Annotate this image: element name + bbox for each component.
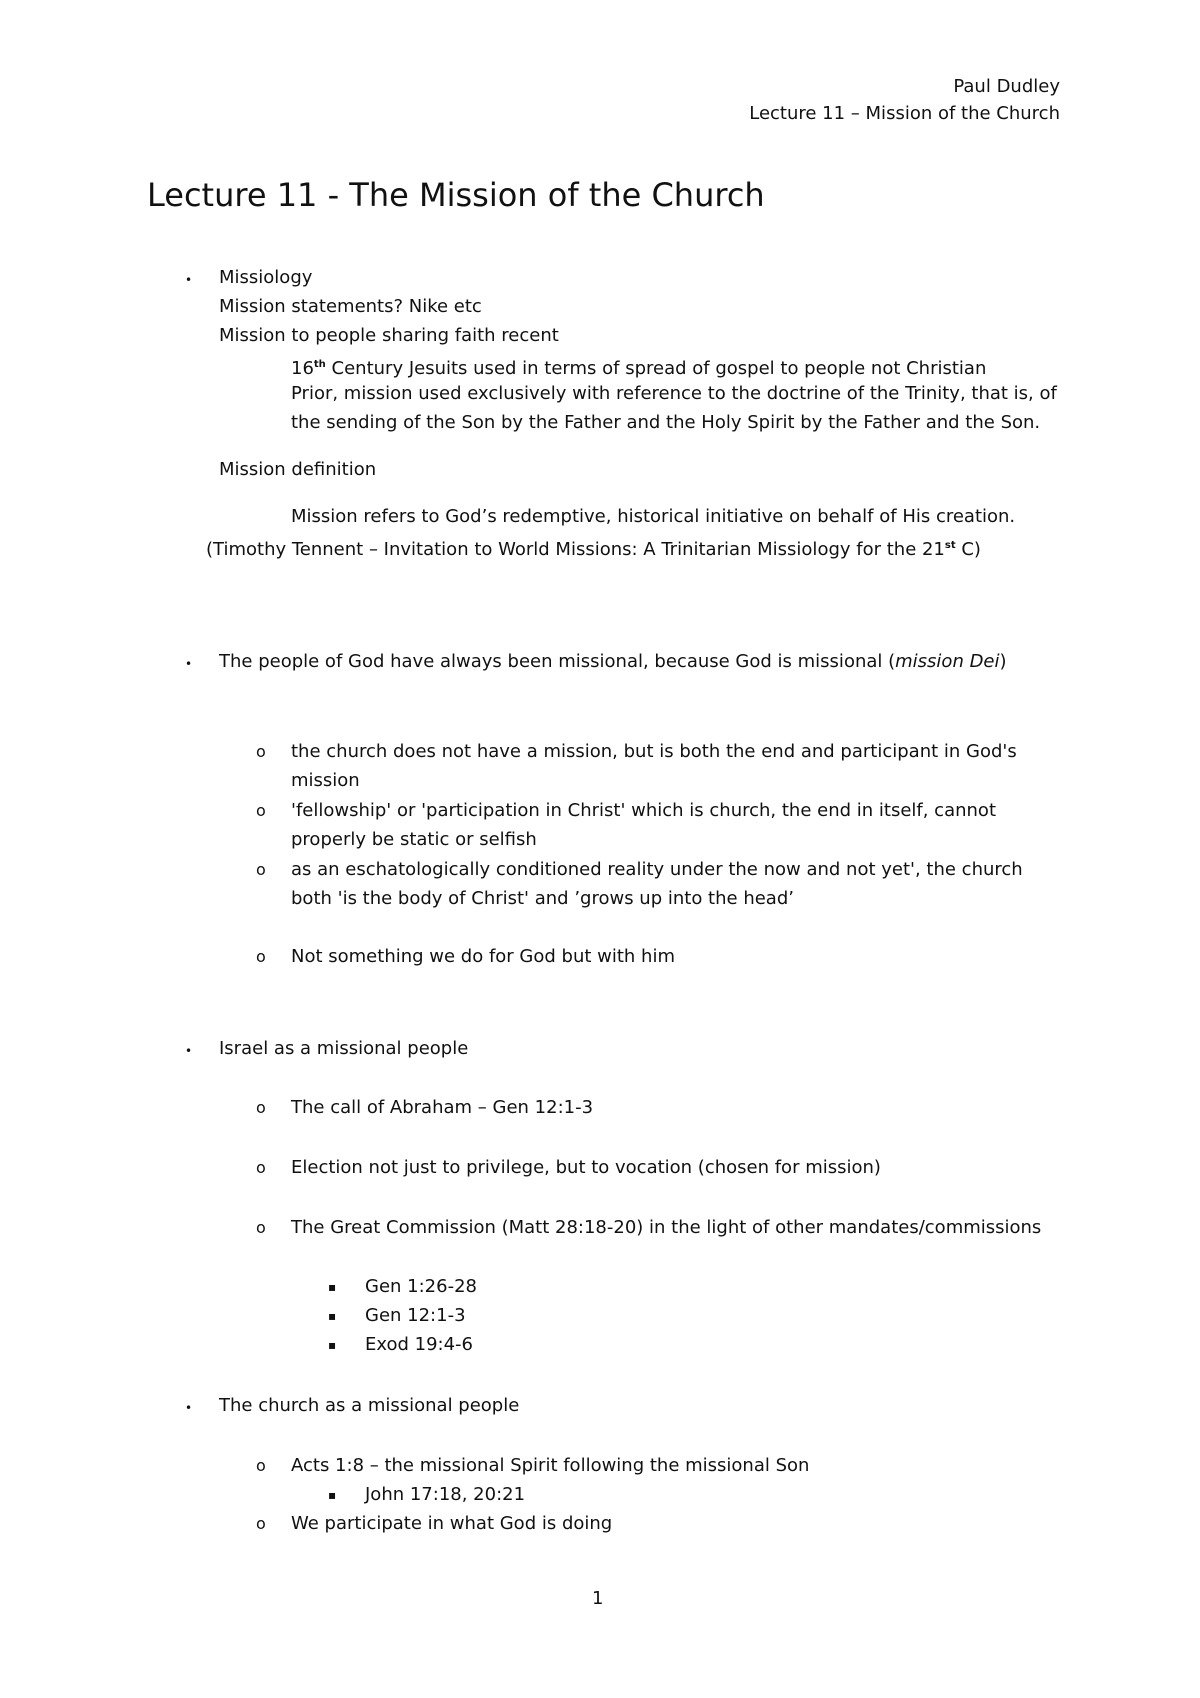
church-heading: The church as a missional people (219, 1395, 520, 1416)
definition-citation: (Timothy Tennent – Invitation to World Missions: A Trinitarian Missiology for the 21st C) (206, 539, 981, 560)
bullet-icon: • (185, 1044, 193, 1058)
scripture-ref: John 17:18, 20:21 (365, 1484, 526, 1505)
church-item: We participate in what God is doing (291, 1513, 613, 1534)
jesuits-line: 16th Century Jesuits used in terms of spread of gospel to people not Christian (291, 358, 987, 379)
missional-item: as an eschatologically conditioned reality under the now and not yet', the church (291, 859, 1023, 880)
trinity-line-1: Prior, mission used exclusively with reference to the doctrine of the Trinity, that is, of (291, 383, 1057, 404)
israel-item: The call of Abraham – Gen 12:1-3 (291, 1097, 594, 1118)
missional-item: Not something we do for God but with him (291, 946, 676, 967)
bullet-icon: • (185, 273, 193, 287)
trinity-line-2: the sending of the Son by the Father and the Holy Spirit by the Father and the Son. (291, 412, 1041, 433)
square-bullet-icon: ▪ (328, 1338, 337, 1352)
definition-heading: Mission definition (219, 459, 377, 480)
square-bullet-icon: ▪ (328, 1280, 337, 1294)
circle-bullet-icon: o (256, 1456, 266, 1475)
scripture-ref: Exod 19:4-6 (365, 1334, 473, 1355)
circle-bullet-icon: o (256, 1158, 266, 1177)
square-bullet-icon: ▪ (328, 1488, 337, 1502)
header-author: Paul Dudley (953, 76, 1060, 97)
square-bullet-icon: ▪ (328, 1309, 337, 1323)
bullet-icon: • (185, 657, 193, 671)
circle-bullet-icon: o (256, 947, 266, 966)
missional-heading: The people of God have always been missional, because God is missional (mission Dei) (219, 651, 1007, 672)
missional-item: properly be static or selfish (291, 829, 537, 850)
definition-text: Mission refers to God’s redemptive, historical initiative on behalf of His creation. (291, 506, 1016, 527)
israel-item: Election not just to privilege, but to vocation (chosen for mission) (291, 1157, 881, 1178)
missiology-heading: Missiology (219, 267, 313, 288)
bullet-icon: • (185, 1401, 193, 1415)
circle-bullet-icon: o (256, 1098, 266, 1117)
israel-item: The Great Commission (Matt 28:18-20) in the light of other mandates/commissions (291, 1217, 1042, 1238)
header-subtitle: Lecture 11 – Mission of the Church (749, 103, 1060, 124)
circle-bullet-icon: o (256, 860, 266, 879)
church-item: Acts 1:8 – the missional Spirit following the missional Son (291, 1455, 810, 1476)
scripture-ref: Gen 12:1-3 (365, 1305, 466, 1326)
scripture-ref: Gen 1:26-28 (365, 1276, 477, 1297)
page-title: Lecture 11 - The Mission of the Church (147, 176, 765, 214)
circle-bullet-icon: o (256, 801, 266, 820)
circle-bullet-icon: o (256, 1514, 266, 1533)
page-number: 1 (592, 1588, 604, 1609)
missional-item: both 'is the body of Christ' and ’grows up into the head’ (291, 888, 794, 909)
circle-bullet-icon: o (256, 742, 266, 761)
missiology-line-1: Mission statements? Nike etc (219, 296, 482, 317)
israel-heading: Israel as a missional people (219, 1038, 469, 1059)
missional-item: mission (291, 770, 360, 791)
missiology-line-2: Mission to people sharing faith recent (219, 325, 559, 346)
missional-item: 'fellowship' or 'participation in Christ' which is church, the end in itself, cannot (291, 800, 996, 821)
circle-bullet-icon: o (256, 1218, 266, 1237)
missional-item: the church does not have a mission, but is both the end and participant in God's (291, 741, 1017, 762)
